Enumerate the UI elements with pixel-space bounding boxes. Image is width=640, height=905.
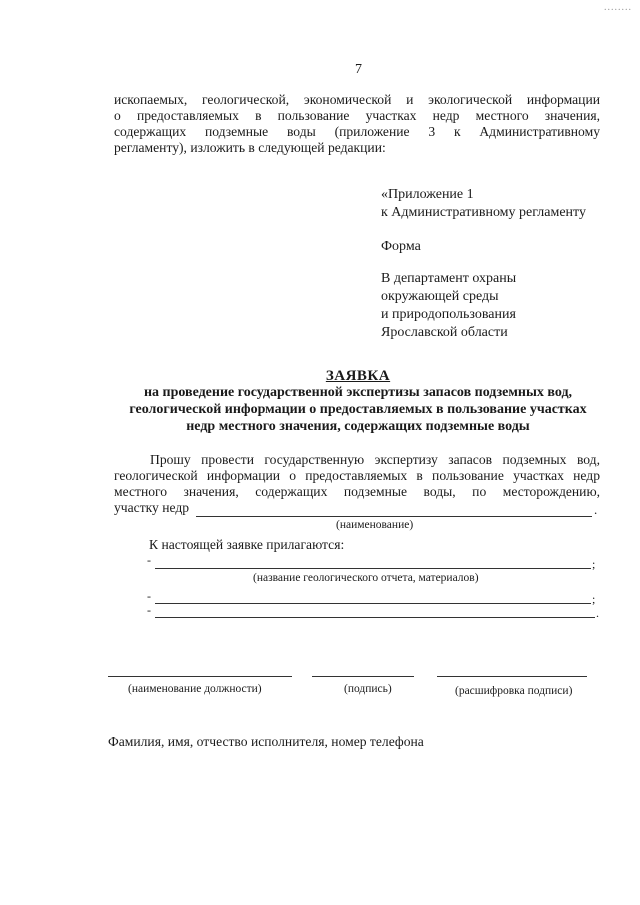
addressee-line: Ярославской области <box>381 325 508 340</box>
subtitle-line: недр местного значения, содержащих подземные воды <box>186 419 530 434</box>
name-caption: (наименование) <box>336 519 414 531</box>
attachment-field-3[interactable] <box>155 617 595 618</box>
signature-field[interactable] <box>312 676 414 677</box>
request-line: геологической информации о предоставляемых в пользование участках недр <box>114 468 600 483</box>
intro-paragraph <box>114 92 600 156</box>
addressee-block <box>381 270 516 342</box>
position-field[interactable] <box>108 676 292 677</box>
attachment-field-2[interactable] <box>155 603 591 604</box>
semicolon: ; <box>592 592 596 606</box>
deposit-name-field[interactable] <box>196 516 592 517</box>
request-line: Прошу провести государственную экспертизу запасов подземных вод, <box>150 452 600 467</box>
dash: - <box>147 589 151 603</box>
addressee-line: и природопользования <box>381 307 516 322</box>
form-label: Форма <box>381 239 421 254</box>
period: . <box>594 502 598 517</box>
request-last-line: участку недр <box>114 500 190 515</box>
signature-caption: (подпись) <box>344 683 392 695</box>
request-paragraph <box>114 452 600 500</box>
attachments-heading: К настоящей заявке прилагаются: <box>149 537 345 552</box>
corner-mark: ........ <box>604 2 632 13</box>
appendix-heading <box>381 186 586 222</box>
subtitle-line: на проведение государственной экспертизы запасов подземных вод, <box>143 385 573 400</box>
document-title: ЗАЯВКА <box>325 368 391 384</box>
dash: - <box>147 603 151 617</box>
semicolon: ; <box>592 557 596 571</box>
attachment-field-1[interactable] <box>155 568 591 569</box>
intro-line: о предоставляемых в пользование участках недр местного значения, <box>114 108 600 123</box>
intro-line: ископаемых, геологической, экономической и экологической информации <box>114 92 600 107</box>
position-caption: (наименование должности) <box>128 683 262 695</box>
addressee-line: В департамент охраны <box>381 271 517 286</box>
intro-line: содержащих подземные воды (приложение 3 к Административному <box>114 124 600 139</box>
document-subtitle <box>120 384 596 435</box>
intro-line: регламенту), изложить в следующей редакции: <box>114 140 386 155</box>
dash: - <box>147 553 151 567</box>
addressee-line: окружающей среды <box>381 289 499 304</box>
page-number: 7 <box>355 62 362 77</box>
request-line: местного значения, содержащих подземные воды, по месторождению, <box>114 484 600 499</box>
period: . <box>596 606 599 620</box>
decoding-field[interactable] <box>437 676 587 677</box>
appendix-line: «Приложение 1 <box>381 187 474 202</box>
attachment-caption: (название геологического отчета, материалов) <box>253 572 479 584</box>
executor-line: Фамилия, имя, отчество исполнителя, номер телефона <box>108 734 424 749</box>
subtitle-line: геологической информации о предоставляемых в пользование участках <box>129 402 587 417</box>
decoding-caption: (расшифровка подписи) <box>455 685 573 697</box>
appendix-line: к Административному регламенту <box>381 205 586 220</box>
